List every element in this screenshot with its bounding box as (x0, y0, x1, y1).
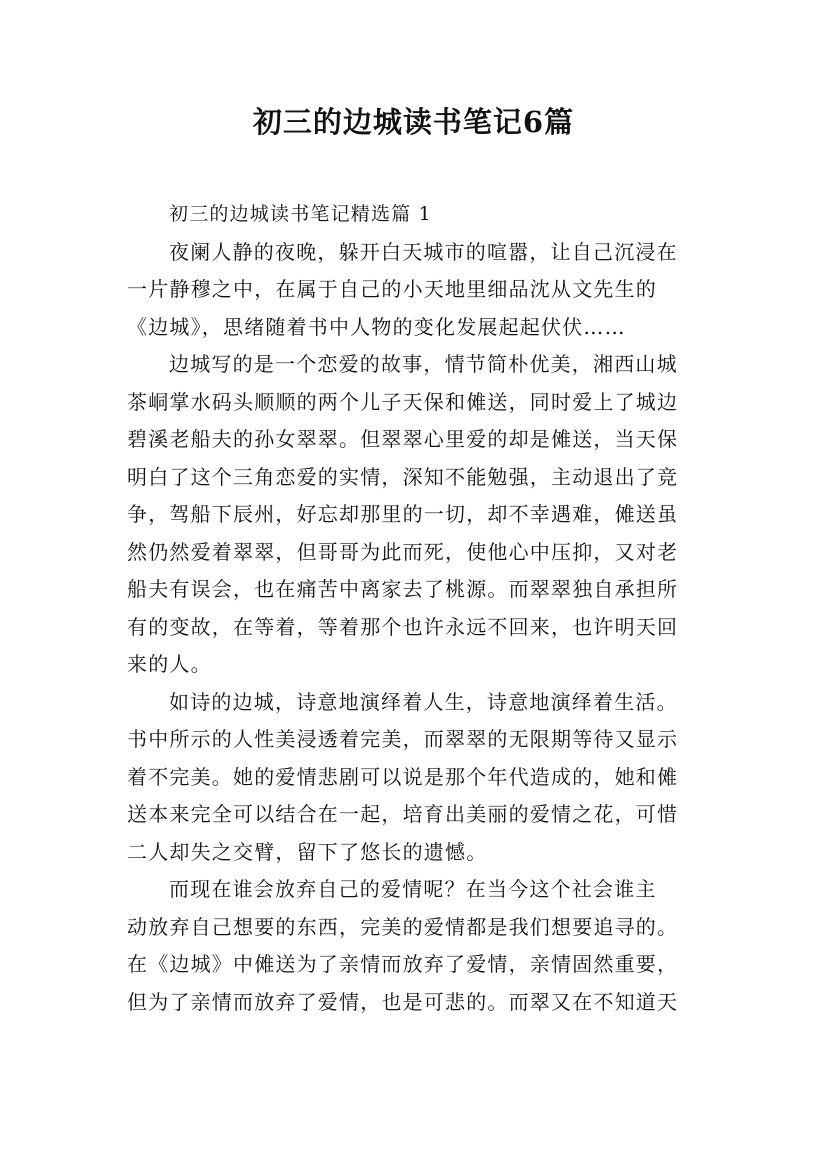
paragraph-line (127, 346, 717, 384)
text-line: 船夫有误会，也在痛苦中离家去了桃源。而翠翠独自承担所 (127, 577, 679, 601)
paragraph-line (127, 271, 717, 309)
text-line: 然仍然爱着翠翠，但哥哥为此而死，使他心中压抑，又对老 (127, 539, 679, 564)
paragraph-line (127, 421, 717, 459)
paragraph-line (127, 834, 717, 872)
text-line: 在《边城》中傩送为了亲情而放弃了爱情，亲情固然重要， (127, 952, 679, 976)
paragraph-line (127, 684, 717, 722)
text-line: 二人却失之交臂，留下了悠长的遗憾。 (127, 839, 488, 864)
paragraph-line (127, 459, 717, 497)
section-heading (127, 196, 717, 234)
paragraph-line (127, 496, 717, 534)
text-line: 来的人。 (127, 652, 212, 676)
paragraph-line (127, 609, 717, 647)
text-line: 着不完美。她的爱情悲剧可以说是那个年代造成的，她和傩 (127, 764, 679, 789)
paragraph-line (127, 984, 717, 1022)
text-line: 夜阑人静的夜晚，躲开白天城市的喧嚣，让自己沉浸在 (169, 239, 678, 264)
text-line: 边城写的是一个恋爱的故事，情节简朴优美，湘西山城 (169, 352, 678, 376)
paragraph-line (127, 909, 717, 947)
paragraph-line (127, 721, 717, 759)
text-line: 有的变故，在等着，等着那个也许永远不回来，也许明天回 (127, 614, 679, 639)
section-heading-text: 初三的边城读书笔记精选篇 1 (169, 203, 432, 225)
text-line: 争，驾船下辰州，好忘却那里的一切，却不幸遇难，傩送虽 (127, 502, 679, 526)
text-line: 而现在谁会放弃自己的爱情呢？在当今这个社会谁主 (169, 877, 657, 901)
paragraph-line (127, 871, 717, 909)
text-line: 书中所示的人性美浸透着完美，而翠翠的无限期等待又显示 (127, 727, 679, 751)
text-line: 《边城》，思绪随着书中人物的变化发展起起伏伏…… (127, 314, 626, 339)
text-line: 碧溪老船夫的孙女翠翠。但翠翠心里爱的却是傩送，当天保 (127, 427, 679, 451)
paragraph-line (127, 234, 717, 272)
paragraph-line (127, 796, 717, 834)
document-body (127, 196, 717, 1021)
text-line: 动放弃自己想要的东西，完美的爱情都是我们想要追寻的。 (127, 914, 679, 939)
paragraph-line (127, 571, 717, 609)
paragraph-line (127, 534, 717, 572)
text-line: 如诗的边城，诗意地演绎着人生，诗意地演绎着生活。 (169, 689, 678, 714)
text-line: 但为了亲情而放弃了爱情，也是可悲的。而翠又在不知道天 (127, 989, 679, 1014)
document-title: 初三的边城读书笔记6篇 (252, 105, 575, 139)
paragraph-line (127, 646, 717, 684)
text-line: 送本来完全可以结合在一起，培育出美丽的爱情之花，可惜 (127, 802, 679, 826)
text-line: 茶峒掌水码头顺顺的两个儿子天保和傩送，同时爱上了城边 (127, 389, 679, 414)
paragraph-line (127, 759, 717, 797)
paragraph-line (127, 309, 717, 347)
text-line: 明白了这个三角恋爱的实情，深知不能勉强，主动退出了竞 (127, 464, 679, 489)
text-line: 一片静穆之中，在属于自己的小天地里细品沈从文先生的 (127, 277, 657, 301)
paragraph-line (127, 384, 717, 422)
paragraph-line (127, 946, 717, 984)
